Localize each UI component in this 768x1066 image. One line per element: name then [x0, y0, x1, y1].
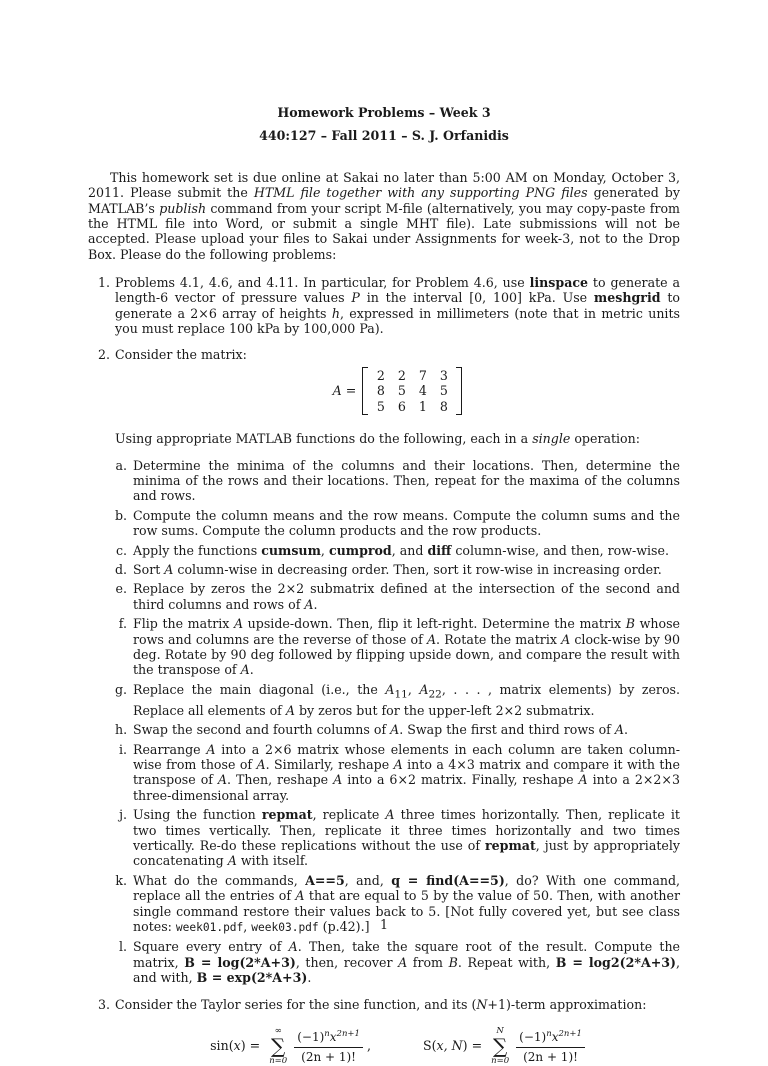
subproblem-text: Square every entry of	[133, 939, 289, 955]
subproblem-text: ,	[320, 542, 329, 558]
subproblem-text: . Similarly, reshape	[265, 756, 394, 772]
function-name: diff	[427, 542, 452, 558]
subproblem-text: ,	[243, 918, 252, 934]
math-variable: x	[329, 1029, 337, 1044]
series-fraction	[516, 1027, 585, 1066]
subproblem-text: .	[307, 970, 312, 986]
math-variable: A	[256, 756, 266, 772]
matrix-cell: 5	[397, 383, 406, 399]
document-subtitle: 440:127 – Fall 2011 – S. J. Orfanidis	[259, 128, 509, 144]
problem-text: , expressed in millimeters (note that in metric units you must replace 100 kPa by 100,000 Pa).	[115, 305, 680, 337]
subproblem-text: that are equal to 5 by the value of 50. Then, with another single command restore their values back to 5. [Not fully covered yet, but see class notes:	[133, 888, 680, 934]
math-variable: A	[578, 772, 588, 788]
subproblem-i	[115, 742, 680, 804]
matrix-cell: 5	[439, 383, 448, 399]
subproblem-list	[115, 458, 680, 986]
problem-text: operation:	[570, 431, 640, 447]
subproblem-letter: f.	[118, 616, 127, 632]
math-variable: A	[333, 772, 343, 788]
math-variable: A	[285, 702, 295, 718]
math-variable: x	[233, 1038, 241, 1054]
matrix-cell: 2	[397, 367, 406, 383]
subproblem-text: , and	[391, 542, 428, 558]
subproblem-text: column-wise in decreasing order. Then, sort it row-wise in increasing order.	[173, 561, 662, 577]
sigma-glyph: ∑	[271, 1034, 286, 1059]
subproblem-text: , and with,	[133, 954, 680, 986]
intro-paragraph	[88, 170, 680, 262]
subproblem-text: . Swap the first and third rows of	[399, 722, 615, 738]
math-variable: x, N	[436, 1038, 463, 1054]
problem-text: +1)-term approximation:	[487, 996, 647, 1012]
function-name: cumsum	[261, 542, 321, 558]
sigma-glyph: ∑	[492, 1034, 508, 1059]
file-reference: week03.pdf	[251, 920, 319, 934]
math-variable: A	[561, 631, 571, 647]
subproblem-text: , just by appropriately concatenating	[133, 837, 680, 869]
subproblem-b	[115, 508, 680, 539]
intro-emphasis: HTML file together with any supporting PNG files	[253, 185, 588, 201]
taylor-formulas	[115, 1026, 680, 1066]
subproblem-text: Rearrange	[133, 741, 207, 757]
subproblem-letter: j.	[119, 807, 127, 823]
math-variable: A	[304, 596, 314, 612]
subproblem-text: , do? With one command, replace all the entries of	[133, 872, 681, 904]
summation-upper-limit: N	[496, 1026, 504, 1037]
math-variable: A	[295, 888, 305, 904]
subproblem-letter: i.	[118, 741, 127, 757]
math-variable: A	[288, 939, 298, 955]
problem-number: 1.	[97, 274, 110, 290]
summation-symbol	[491, 1026, 509, 1066]
fraction-numerator	[294, 1027, 363, 1048]
file-reference: week01.pdf	[175, 920, 244, 934]
problem-3	[88, 997, 680, 1066]
math-subscript: 22	[428, 688, 442, 701]
matrix-cell: 5	[376, 398, 385, 414]
problem-2	[88, 347, 680, 985]
formula-comma: ,	[366, 1038, 371, 1054]
math-exponent: n	[546, 1028, 552, 1039]
subproblem-text: column-wise, and then, row-wise.	[451, 542, 669, 558]
problem-text: Consider the Taylor series for the sine function, and its (	[115, 996, 477, 1012]
problem-text: Problems 4.1, 4.6, and 4.11. In particular, for Problem 4.6, use	[115, 274, 530, 290]
math-variable: A	[614, 722, 624, 738]
subproblem-text: Sort	[133, 561, 165, 577]
formula-text: sin(	[210, 1038, 234, 1054]
subproblem-text: , and,	[344, 872, 392, 888]
math-exponent: n	[324, 1028, 330, 1039]
subproblem-c	[115, 543, 680, 558]
math-subscript: 11	[394, 688, 408, 701]
function-name: cumprod	[328, 542, 392, 558]
subproblem-text: . Then, reshape	[227, 772, 334, 788]
formula-lhs	[210, 1038, 260, 1053]
summation-lower-limit: n=0	[491, 1056, 510, 1066]
problem-number: 3.	[97, 996, 110, 1012]
matrix-equation	[115, 367, 680, 415]
math-variable: A	[206, 741, 216, 757]
subproblem-text: Flip the matrix	[133, 616, 234, 632]
subproblem-g	[115, 682, 680, 718]
code-command: B = exp(2*A+3)	[196, 970, 308, 986]
subproblem-text: Replace the main diagonal (i.e., the	[133, 681, 386, 697]
subproblem-text: whose rows and columns are the reverse of those of	[133, 616, 680, 647]
math-variable: A	[393, 756, 403, 772]
function-name: repmat	[485, 837, 536, 853]
fraction-denominator: (2n + 1)!	[301, 1050, 357, 1065]
math-variable: A	[227, 853, 237, 869]
subproblem-text: .	[623, 722, 628, 738]
formula-text: ) =	[462, 1038, 483, 1054]
matrix-cell: 8	[439, 398, 448, 414]
subproblem-text: .	[249, 662, 254, 678]
subproblem-text: Using the function	[133, 807, 262, 823]
subproblem-l	[115, 939, 680, 985]
matrix-cell: 8	[376, 383, 385, 399]
code-command: B = log(2*A+3)	[184, 954, 296, 970]
subproblem-d	[115, 562, 680, 577]
problem-text: to generate a length-6 vector of pressure values	[115, 274, 680, 306]
formula-text: ) =	[240, 1038, 261, 1054]
subproblem-letter: h.	[115, 722, 128, 738]
formula-text: S(	[422, 1038, 437, 1054]
math-variable: A	[398, 954, 408, 970]
subproblem-text: . Then, take the square root of the result. Compute the matrix,	[133, 939, 681, 970]
math-variable: B	[448, 954, 458, 970]
subproblem-text: with itself.	[236, 853, 309, 869]
subproblem-f	[115, 616, 680, 678]
subproblem-text: Swap the second and fourth columns of	[133, 722, 391, 738]
matrix-cell: 6	[397, 398, 406, 414]
subproblem-letter: a.	[115, 457, 127, 473]
subproblem-text: into a 6×2 matrix. Finally, reshape	[342, 772, 579, 788]
problem-text: Consider the matrix:	[115, 347, 247, 363]
math-variable: A	[390, 722, 400, 738]
fraction-denominator: (2n + 1)!	[523, 1050, 578, 1065]
subproblem-text: . Rotate the matrix	[436, 631, 562, 647]
emphasis: single	[532, 431, 571, 447]
subproblem-text: . Repeat with,	[457, 954, 556, 970]
matrix-cell: 4	[418, 383, 427, 399]
intro-emphasis: publish	[159, 200, 207, 216]
subproblem-e	[115, 581, 680, 612]
subproblem-letter: c.	[115, 542, 127, 558]
function-name: linspace	[529, 274, 589, 290]
problem-text	[115, 431, 680, 446]
fraction-numerator	[516, 1027, 585, 1048]
matrix-a	[362, 367, 462, 415]
subproblem-text: into a 2×6 matrix whose elements in each column are taken column-wise from those of	[133, 741, 681, 772]
intro-text: command from your script M-file (alternatively, you may copy-paste from the HTML file into Word, or submit a single MHT file). Late submissions will not be accepted. Please upload your files to Sakai under Assignments for week-3, not to the Drop Box. Please do the following problems:	[88, 200, 680, 262]
subproblem-j	[115, 807, 680, 869]
subproblem-text: clock-wise by 90 deg. Rotate by 90 deg followed by flipping upside down, and compare the result with the transpose of	[133, 631, 680, 678]
matrix-cell: 1	[418, 398, 427, 414]
subproblem-letter: d.	[115, 561, 128, 577]
math-exponent: 2n+1	[558, 1028, 582, 1039]
math-exponent: 2n+1	[336, 1028, 360, 1039]
subproblem-letter: b.	[115, 507, 128, 523]
matrix-cell: 2	[376, 367, 385, 383]
subproblem-text: .	[313, 596, 318, 612]
subproblem-text: (p.42).]	[318, 918, 370, 934]
formula-text: (−1)	[519, 1029, 547, 1044]
subproblem-text: Compute the column means and the row means. Compute the column sums and the row sums. Compute the column products and the row products.	[133, 507, 680, 539]
equals-sign: =	[345, 383, 357, 399]
problem-number: 2.	[97, 347, 110, 363]
math-variable: N	[476, 996, 488, 1012]
math-variable: A	[332, 383, 342, 399]
math-variable: A	[217, 772, 228, 788]
subproblem-letter: e.	[115, 581, 127, 597]
intro-text: generated by MATLAB’s	[88, 185, 680, 216]
problem-text: in the interval [0, 100] kPa. Use	[359, 290, 594, 306]
truncated-series-formula	[423, 1026, 585, 1066]
subproblem-h	[115, 722, 680, 737]
math-variable: A	[240, 662, 250, 678]
subproblem-text: ,	[407, 681, 420, 697]
math-variable: A	[164, 561, 174, 577]
matrix-label	[333, 383, 357, 398]
summation-symbol	[269, 1026, 287, 1066]
function-name: repmat	[261, 807, 313, 823]
subproblem-text: three times horizontally. Then, replicate it two times vertically. Then, replicate it three times horizontally and two times vertically. Re-do these replications without the use of	[133, 807, 680, 853]
formula-lhs	[423, 1038, 482, 1053]
matrix-cell: 3	[439, 367, 448, 383]
subproblem-letter: k.	[115, 872, 127, 888]
problem-text: to generate a 2×6 array of heights	[115, 290, 680, 321]
subproblem-text: by zeros but for the upper-left 2×2 submatrix.	[294, 702, 595, 718]
math-variable: A	[233, 616, 244, 632]
math-variable: x	[551, 1029, 559, 1044]
problem-1	[88, 275, 680, 337]
math-variable: h	[331, 305, 340, 321]
summation-upper-limit: ∞	[274, 1026, 282, 1037]
subproblem-letter: g.	[115, 681, 128, 697]
page-number: 1	[379, 917, 388, 932]
sine-series-formula	[210, 1026, 371, 1066]
subproblem-text: , . . . , matrix elements) by zeros. Replace all elements of	[133, 681, 680, 718]
subproblem-text: into a 4×3 matrix and compare it with the transpose of	[133, 756, 680, 788]
math-variable: B	[625, 616, 635, 632]
code-command: q = find(A==5)	[391, 872, 505, 888]
math-variable: A	[419, 681, 429, 697]
summation-lower-limit: n=0	[269, 1056, 288, 1066]
subproblem-text: upside-down. Then, flip it left-right. Determine the matrix	[243, 616, 626, 632]
subproblem-text: from	[407, 954, 449, 970]
subproblem-text: , then, recover	[295, 954, 399, 970]
formula-text: (−1)	[297, 1029, 325, 1044]
intro-text: This homework set is due online at Sakai no later than 5:00 AM on Monday, October 3, 2011. Please submit the	[88, 169, 680, 201]
problem-text: Using appropriate MATLAB functions do the following, each in a	[115, 431, 533, 447]
code-command: A==5	[305, 872, 345, 888]
subproblem-text: Replace by zeros the 2×2 submatrix defined at the intersection of the second and third columns and rows of	[133, 581, 680, 612]
function-name: meshgrid	[593, 290, 661, 306]
subproblem-a	[115, 458, 680, 504]
math-variable: A	[385, 681, 395, 697]
subproblem-text: Determine the minima of the columns and their locations. Then, determine the minima of the rows and their locations. Then, repeat for the maxima of the columns and rows.	[133, 457, 680, 504]
subproblem-letter: l.	[118, 939, 127, 955]
code-command: B = log2(2*A+3)	[555, 954, 676, 970]
subproblem-text: Apply the functions	[133, 542, 262, 558]
math-variable: A	[385, 807, 395, 823]
subproblem-text: , replicate	[312, 807, 386, 823]
document-title: Homework Problems – Week 3	[277, 105, 491, 120]
series-fraction	[294, 1027, 363, 1066]
subproblem-text: What do the commands,	[133, 872, 306, 888]
matrix-cell: 7	[418, 367, 427, 383]
subproblem-text: into a 2×2×3 three-dimensional array.	[133, 772, 680, 803]
math-variable: P	[351, 290, 360, 306]
math-variable: A	[426, 631, 437, 647]
